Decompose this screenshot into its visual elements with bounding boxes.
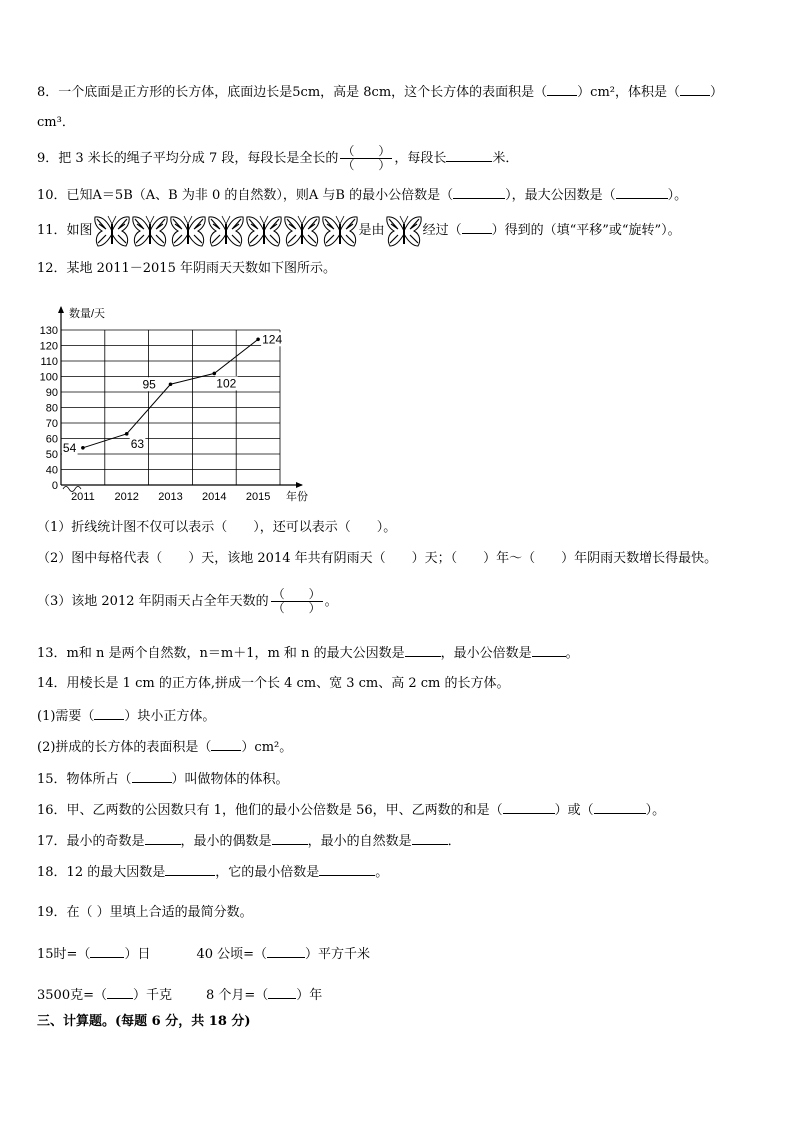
- answer-blank[interactable]: [132, 770, 172, 783]
- question-18: 18．12 的最大因数是 ，它的最小倍数是 。: [37, 865, 389, 880]
- question-14-2: (2)拼成的长方体的表面积是（ ）cm²。: [37, 740, 293, 755]
- y-tick-label: 100: [39, 371, 58, 384]
- x-tick-label: 2011: [71, 491, 95, 503]
- y-tick-label: 70: [45, 418, 58, 430]
- data-label: 124: [262, 332, 283, 347]
- answer-blank[interactable]: [446, 149, 492, 162]
- y-tick-label: 0: [51, 480, 58, 492]
- question-10: 10．已知A＝5B（A、B 为非 0 的自然数），则A 与B 的最小公倍数是（ ），最大公因数是（ ）。: [37, 188, 688, 203]
- answer-blank[interactable]: [319, 863, 375, 876]
- y-tick-label: 120: [39, 340, 58, 353]
- data-label: 95: [142, 377, 156, 392]
- section-3-heading: 三、计算题。(每题 6 分，共 18 分): [37, 1014, 251, 1029]
- question-19-row2: 3500克=（ ）千克 8 个月=（ ）年: [37, 988, 323, 1003]
- line-chart-svg: [37, 303, 317, 503]
- answer-blank[interactable]: [267, 945, 305, 958]
- line-chart: [37, 303, 317, 503]
- question-12-2: （2）图中每格代表（ ）天，该地 2014 年共有阴雨天（ ）天；（ ）年～（ ）年阴雨天数增长得最快。: [37, 551, 718, 566]
- answer-blank[interactable]: [405, 644, 441, 657]
- data-point: [213, 372, 217, 376]
- y-tick-label: 50: [45, 449, 58, 461]
- x-tick-label: 2015: [245, 491, 271, 503]
- answer-blank[interactable]: [145, 832, 181, 845]
- butterfly-icon: [385, 214, 423, 248]
- butterfly-icon: [169, 214, 207, 248]
- data-point: [256, 338, 260, 342]
- x-tick-label: 2013: [158, 491, 183, 503]
- question-12-title: 12．某地 2011－2015 年阴雨天天数如下图所示。: [37, 261, 336, 276]
- fraction[interactable]: $\frac{( )}{( )}$: [272, 587, 321, 615]
- answer-blank[interactable]: [680, 83, 710, 96]
- y-tick-label: 40: [45, 464, 58, 477]
- data-label: 102: [216, 376, 237, 391]
- answer-blank[interactable]: [594, 801, 646, 814]
- question-16: 16．甲、乙两数的公因数只有 1，他们的最小公倍数是 56，甲、乙两数的和是（ ）或（ ）。: [37, 803, 666, 818]
- question-8-cont: cm³．: [37, 115, 75, 130]
- data-point: [125, 432, 129, 436]
- question-13: 13．m和 n 是两个自然数，n＝m＋1，m 和 n 的最大公因数是 ，最小公倍数是 。: [37, 646, 579, 661]
- answer-blank[interactable]: [94, 707, 124, 720]
- butterfly-icon: [131, 214, 169, 248]
- y-tick-label: 90: [45, 387, 58, 399]
- question-9: 9．把 3 米长的绳子平均分成 7 段，每段长是全长的 $\frac{( )}{( )}$ ，每段长 米．: [37, 144, 519, 172]
- question-14: 14．用棱长是 1 cm 的正方体,拼成一个长 4 cm、宽 3 cm、高 2 cm 的长方体。: [37, 676, 510, 691]
- x-tick-label: 2012: [114, 491, 139, 503]
- question-12-1: （1）折线统计图不仅可以表示（ ），还可以表示（ ）。: [37, 520, 397, 535]
- question-17: 17．最小的奇数是 ，最小的偶数是 ，最小的自然数是 ．: [37, 834, 461, 849]
- answer-blank[interactable]: [268, 986, 296, 999]
- answer-blank[interactable]: [107, 986, 133, 999]
- answer-blank[interactable]: [90, 945, 124, 958]
- x-tick-label: 2014: [202, 491, 227, 503]
- answer-blank[interactable]: [503, 801, 555, 814]
- y-tick-label: 80: [45, 402, 58, 415]
- y-tick-label: 130: [39, 325, 58, 337]
- question-11: 11．如图 是由 经过（ ）得到的（填“平移”或“旋转”）。: [37, 212, 681, 250]
- butterfly-icon: [283, 214, 321, 248]
- butterfly-icon: [245, 214, 283, 248]
- data-point: [81, 446, 85, 450]
- fraction[interactable]: $\frac{( )}{( )}$: [342, 144, 391, 172]
- question-14-1: (1)需要（ ）块小正方体。: [37, 709, 216, 724]
- answer-blank[interactable]: [532, 644, 566, 657]
- y-tick-label: 110: [40, 356, 58, 368]
- answer-blank[interactable]: [616, 186, 668, 199]
- answer-blank[interactable]: [272, 832, 308, 845]
- answer-blank[interactable]: [453, 186, 505, 199]
- data-label: 54: [62, 440, 77, 455]
- question-19: 19．在（ ）里填上合适的最简分数。: [37, 905, 253, 920]
- data-point: [169, 382, 173, 386]
- y-axis-arrow: [58, 306, 64, 313]
- question-15: 15．物体所占（ ）叫做物体的体积。: [37, 772, 289, 787]
- question-19-row1: 15时=（ ）日 40 公顷=（ ）平方千米: [37, 947, 371, 962]
- answer-blank[interactable]: [462, 221, 492, 234]
- y-tick-label: 60: [45, 433, 58, 446]
- y-axis-title: 数量/天: [69, 308, 106, 320]
- answer-blank[interactable]: [211, 738, 241, 751]
- answer-blank[interactable]: [412, 832, 448, 845]
- question-8: 8．一个底面是正方形的长方体，底面边长是5cm，高是 8cm，这个长方体的表面积是（ ）cm²，体积是（ ）: [37, 85, 724, 100]
- data-label: 63: [130, 436, 145, 451]
- x-axis-arrow: [296, 482, 303, 488]
- butterfly-icon: [207, 214, 245, 248]
- x-axis-title: 年份: [286, 491, 308, 503]
- series-line: [83, 339, 258, 448]
- butterfly-icon: [321, 214, 359, 248]
- answer-blank[interactable]: [547, 83, 577, 96]
- question-12-3: （3）该地 2012 年阴雨天占全年天数的 $\frac{( )}{( )}$ 。: [37, 587, 338, 615]
- answer-blank[interactable]: [165, 863, 215, 876]
- butterfly-icon: [93, 214, 131, 248]
